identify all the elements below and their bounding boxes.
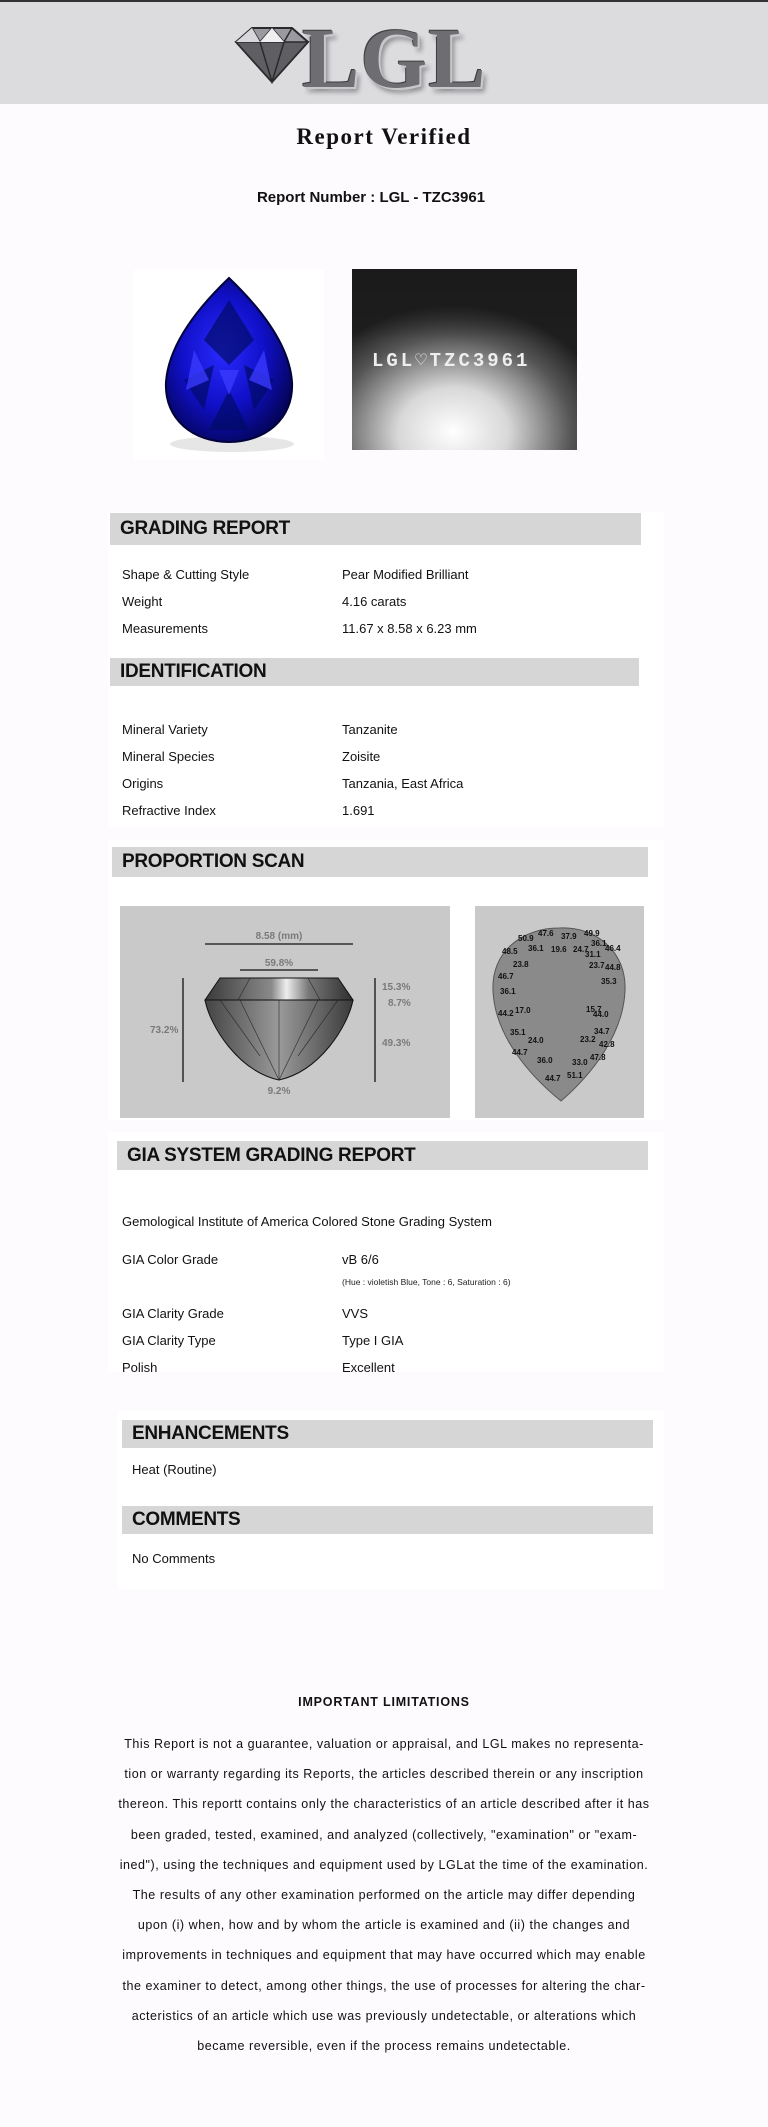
limitations-line: The results of any other examination performed on the article may differ depending	[132, 1888, 636, 1902]
top-view-value: 36.0	[537, 1056, 553, 1065]
top-view-value: 48.5	[502, 947, 518, 956]
gia-color-value: vB 6/6	[342, 1252, 379, 1267]
top-view-value: 37.9	[561, 932, 577, 941]
top-view-value: 17.0	[515, 1006, 531, 1015]
top-view-value: 33.0	[572, 1058, 588, 1067]
shape-label: Shape & Cutting Style	[122, 567, 250, 582]
limitations-line: tion or warranty regarding its Reports, the articles described therein or any inscription	[124, 1767, 644, 1782]
mineral-species-label: Mineral Species	[122, 749, 215, 764]
top-view-value: 49.9	[584, 929, 600, 938]
top-view-value: 19.6	[551, 945, 567, 954]
polish-value: Excellent	[342, 1360, 395, 1375]
weight-value: 4.16 carats	[342, 594, 407, 609]
limitations-line: the examiner to detect, among other things, the use of processes for altering the char-	[122, 1978, 646, 1993]
top-view-value: 36.1	[591, 939, 607, 948]
measurements-label: Measurements	[122, 621, 208, 636]
laser-inscription-photo	[352, 269, 577, 450]
logo-text: LGL	[302, 10, 487, 106]
pavilion-pct: 49.3%	[382, 1038, 411, 1049]
origins-value: Tanzania, East Africa	[342, 776, 464, 791]
identification-heading: IDENTIFICATION	[120, 661, 267, 682]
top-view-diagram	[475, 906, 644, 1118]
lgl-logo[interactable]	[232, 10, 492, 106]
limitations-heading: IMPORTANT LIMITATIONS	[298, 1695, 470, 1709]
limitations-line: improvements in techniques and equipment that may have occurred which may enable	[122, 1948, 646, 1963]
top-view-value: 35.1	[510, 1028, 526, 1037]
measurements-value: 11.67 x 8.58 x 6.23 mm	[342, 621, 477, 636]
gia-heading: GIA SYSTEM GRADING REPORT	[127, 1144, 416, 1166]
comments-heading: COMMENTS	[132, 1509, 241, 1530]
top-view-value: 44.8	[605, 963, 621, 972]
grading-heading: GRADING REPORT	[120, 518, 290, 539]
top-view-value: 47.8	[590, 1053, 606, 1062]
top-view-value: 44.0	[593, 1010, 609, 1019]
top-view-value: 47.6	[538, 929, 554, 938]
proportion-heading-bar	[112, 847, 648, 877]
page-title: Report Verified	[296, 124, 472, 149]
top-view-value: 23.7	[589, 961, 605, 970]
mineral-variety-label: Mineral Variety	[122, 722, 208, 737]
limitations-line: This Report is not a guarantee, valuation or appraisal, and LGL makes no representa-	[124, 1737, 644, 1751]
top-view-value: 15.7	[586, 1005, 602, 1014]
top-view-value: 36.1	[528, 944, 544, 953]
limitations-line: acteristics of an article which use was previously undetectable, or alterations which	[131, 2008, 637, 2023]
top-view-value: 44.7	[512, 1048, 528, 1057]
gia-heading-bar	[117, 1141, 648, 1170]
inscription-text: LGL♡TZC3961	[372, 350, 531, 372]
refractive-index-label: Refractive Index	[122, 803, 216, 818]
top-view-value: 42.8	[599, 1040, 615, 1049]
gemstone-photo	[134, 270, 324, 460]
top-view-value: 24.0	[528, 1036, 544, 1045]
top-view-value: 46.7	[498, 972, 514, 981]
culet-pct: 9.2%	[267, 1086, 291, 1097]
enhancements-heading-bar	[122, 1420, 653, 1448]
top-view-value: 36.1	[500, 987, 516, 996]
girdle-pct: 8.7%	[388, 998, 411, 1009]
top-view-value: 31.1	[585, 950, 601, 959]
top-view-value: 51.1	[567, 1071, 583, 1080]
crown-pct: 15.3%	[382, 982, 411, 993]
gia-color-note: (Hue : violetish Blue, Tone : 6, Saturation : 6)	[342, 1277, 511, 1287]
refractive-index-value: 1.691	[342, 803, 375, 818]
gia-clarity-grade-label: GIA Clarity Grade	[122, 1306, 224, 1321]
gia-color-label: GIA Color Grade	[122, 1252, 219, 1267]
enhancements-text: Heat (Routine)	[132, 1462, 217, 1477]
top-view-value: 24.7	[573, 945, 589, 954]
report-number: Report Number : LGL - TZC3961	[256, 189, 486, 206]
proportion-heading: PROPORTION SCAN	[122, 851, 305, 872]
comments-heading-bar	[122, 1506, 653, 1534]
comments-text: No Comments	[132, 1551, 216, 1566]
width-label: 8.58 (mm)	[255, 931, 303, 942]
table-pct: 59.8%	[264, 958, 294, 969]
shape-value: Pear Modified Brilliant	[342, 567, 469, 582]
top-view-value: 50.9	[518, 934, 534, 943]
top-view-value: 23.8	[513, 960, 529, 969]
top-view-value: 23.2	[580, 1035, 596, 1044]
mineral-species-value: Zoisite	[342, 749, 381, 764]
mineral-variety-value: Tanzanite	[342, 722, 398, 737]
top-view-value: 44.7	[545, 1074, 561, 1083]
top-view-value: 34.7	[594, 1027, 610, 1036]
depth-pct: 73.2%	[150, 1025, 179, 1036]
polish-label: Polish	[122, 1360, 158, 1375]
origins-label: Origins	[122, 776, 164, 791]
limitations-line: thereon. This reportt contains only the characteristics of an article described after it has	[118, 1797, 650, 1812]
header-banner	[0, 2, 768, 104]
limitations-line: became reversible, even if the process remains undetectable.	[197, 2039, 571, 2053]
gia-system-text: Gemological Institute of America Colored Stone Grading System	[122, 1214, 492, 1229]
weight-label: Weight	[122, 594, 163, 609]
top-view-value: 35.3	[601, 977, 617, 986]
gia-clarity-type-label: GIA Clarity Type	[122, 1333, 216, 1348]
gia-clarity-type-value: Type I GIA	[342, 1333, 404, 1348]
top-view-value: 44.2	[498, 1009, 514, 1018]
profile-diagram	[120, 906, 450, 1118]
diamond-icon	[232, 24, 312, 84]
limitations-line: ined"), using the techniques and equipment used by LGLat the time of the examination.	[119, 1857, 649, 1872]
limitations-line: upon (i) when, how and by whom the article is examined and (ii) the changes and	[137, 1918, 631, 1933]
enhancements-heading: ENHANCEMENTS	[132, 1423, 289, 1444]
limitations-line: been graded, tested, examined, and analyzed (collectively, "examination" or "exam-	[130, 1827, 638, 1842]
grading-heading-bar	[110, 513, 641, 545]
identification-heading-bar	[110, 658, 639, 686]
top-view-value: 46.4	[605, 944, 621, 953]
gia-clarity-grade-value: VVS	[342, 1306, 369, 1321]
